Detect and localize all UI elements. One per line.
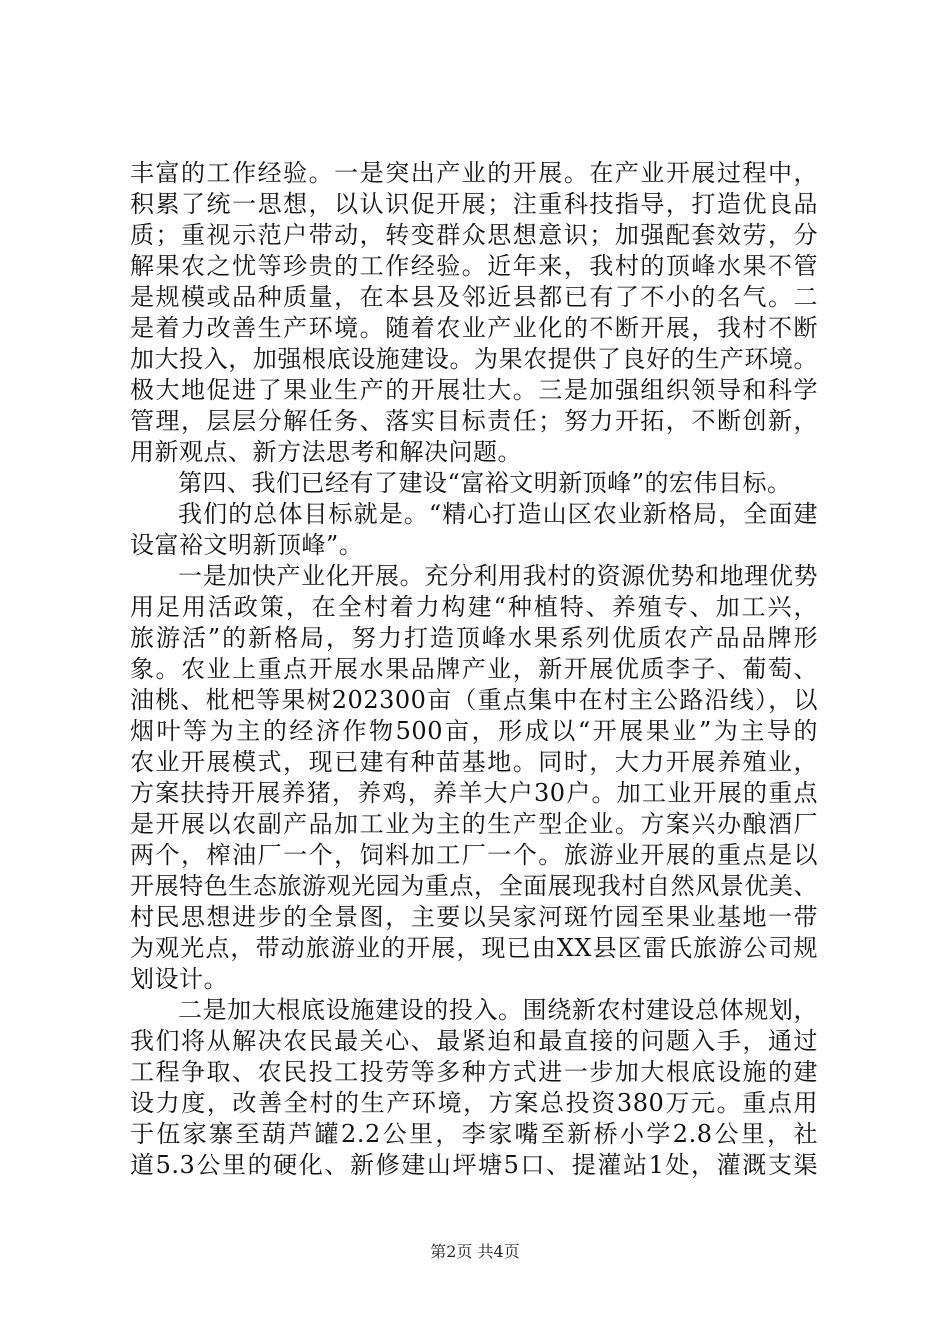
paragraph-start-line: 我们的总体目标就是。“精心打造山区农业新格局，全面建 [178,500,818,528]
text-line: 两个，榨油厂一个，饲料加工厂一个。旅游业开展的重点是以 [130,841,818,869]
text-line: 道5.3公里的硬化、新修建山坪塘5口、提灌站1处，灌溉支渠 [130,1151,818,1179]
text-line: 管理，层层分解任务、落实目标责任；努力开拓，不断创新， [130,407,818,435]
text-line: 村民思想进步的全景图，主要以吴家河斑竹园至果业基地一带 [130,903,818,931]
text-line: 是规模或品种质量，在本县及邻近县都已有了不小的名气。二 [130,283,818,311]
text-line: 为观光点，带动旅游业的开展，现已由XX县区雷氏旅游公司规 [130,934,818,962]
text-line: 质；重视示范户带动，转变群众思想意识；加强配套效劳，分 [130,221,818,249]
text-line: 烟叶等为主的经济作物500亩，形成以“开展果业”为主导的 [130,717,818,745]
text-line: 设力度，改善全村的生产环境，方案总投资380万元。重点用 [130,1089,818,1117]
text-line: 农业开展模式，现已建有种苗基地。同时，大力开展养殖业， [130,748,818,776]
text-line: 极大地促进了果业生产的开展壮大。三是加强组织领导和科学 [130,376,818,404]
text-line: 是着力改善生产环境。随着农业产业化的不断开展，我村不断 [130,314,818,342]
text-line: 于伍家寨至葫芦罐2.2公里，李家嘴至新桥小学2.8公里，社 [130,1120,818,1148]
text-line: 是开展以农副产品加工业为主的生产型企业。方案兴办酿酒厂 [130,810,818,838]
text-line: 解果农之忧等珍贵的工作经验。近年来，我村的顶峰水果不管 [130,252,818,280]
text-line: 我们将从解决农民最关心、最紧迫和最直接的问题入手，通过 [130,1027,818,1055]
text-line: 用足用活政策，在全村着力构建“种植特、养殖专、加工兴， [130,593,818,621]
text-line: 方案扶持开展养猪，养鸡，养羊大户30户。加工业开展的重点 [130,779,818,807]
paragraph-start-line: 二是加大根底设施建设的投入。围绕新农村建设总体规划， [178,996,818,1024]
text-line: 象。农业上重点开展水果品牌产业，新开展优质李子、葡萄、 [130,655,818,683]
page-number-footer: 第2页 共4页 [430,1242,520,1261]
text-line: 设富裕文明新顶峰”。 [130,531,364,559]
text-line: 油桃、枇杷等果树202300亩（重点集中在村主公路沿线），以 [130,686,818,714]
text-line: 开展特色生态旅游观光园为重点，全面展现我村自然风景优美、 [130,872,818,900]
text-line: 积累了统一思想，以认识促开展；注重科技指导，打造优良品 [130,190,818,218]
document-body [130,158,818,1181]
text-line: 工程争取、农民投工投劳等多种方式进一步加大根底设施的建 [130,1058,818,1086]
text-line: 用新观点、新方法思考和解决问题。 [130,438,522,466]
paragraph-start-line: 一是加快产业化开展。充分利用我村的资源优势和地理优势 [178,562,818,590]
text-line: 加大投入，加强根底设施建设。为果农提供了良好的生产环境。 [130,345,818,373]
text-line: 旅游活”的新格局，努力打造顶峰水果系列优质农产品品牌形 [130,624,818,652]
paragraph-start-line: 第四、我们已经有了建设“富裕文明新顶峰”的宏伟目标。 [178,469,792,497]
text-line: 丰富的工作经验。一是突出产业的开展。在产业开展过程中， [130,159,818,187]
text-line: 划设计。 [130,965,228,993]
